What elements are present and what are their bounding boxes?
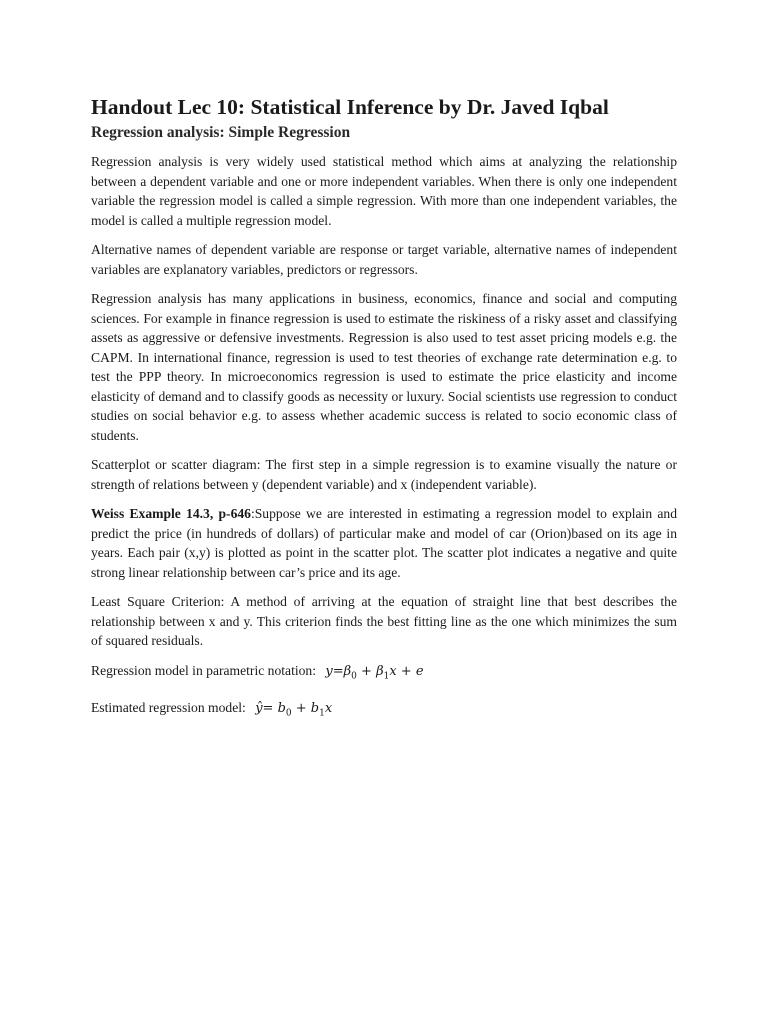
paragraph-scatterplot: Scatterplot or scatter diagram: The first step in a simple regression is to examine visually the nature or strength of relations between y (dependent variable) and x (independent variable). [91,457,677,492]
section-subtitle: Regression analysis: Simple Regression [91,124,351,141]
paragraph-least-squares: Least Square Criterion: A method of arriving at the equation of straight line that best describes the relationship between x and y. This criterion finds the best fitting line as the one which minimizes the sum of squared residuals. [91,594,677,648]
paragraph-weiss-example [91,504,677,582]
parametric-equation [325,663,424,682]
example-text: :Suppose we are interested in estimating a regression model to explain and predict the price (in hundreds of dollars) of particular make and model of car (Orion)based on its age in years. Each pair (x,y) is plotted as point in the scatter plot. The scatter plot indicates a negative and quite strong linear relationship between car’s price and its age. [91,506,677,580]
estimated-eq-lhs: ŷ= b [255,701,286,717]
paragraph-applications: Regression analysis has many applications in business, economics, finance and social and computing sciences. For example in finance regression is used to estimate the riskiness of a risky asset and classifying assets as aggressive or defensive investments. Regression is also used to test asset pricing models e.g. the CAPM. In international finance, regression is used to test theories of exchange rate determination e.g. to test the PPP theory. In microeconomics regression is used to estimate the price elasticity and income elasticity of demand and to classify goods as necessity or luxury. Social scientists use regression to conduct studies on social behavior e.g. to assess whether academic success is related to socio economic class of students. [91,291,677,443]
document-body [91,92,677,736]
paragraph-definition: Regression analysis is very widely used statistical method which aims at analyzing the relationship between a dependent variable and one or more independent variables. When there is only one independent variable the regression model is called a simple regression. With more than one independent variables, the model is called a multiple regression model. [91,154,677,228]
parametric-eq-lhs: y=β [325,663,352,679]
parametric-eq-sub1: 1 [383,671,390,682]
parametric-model-line [91,661,677,687]
estimated-eq-tail: x [324,701,333,717]
estimated-model-line [91,698,677,724]
estimated-eq-mid: + b [295,701,320,717]
paragraph-alternative-names: Alternative names of dependent variable are response or target variable, alternative names of independent variables are explanatory variables, predictors or regressors. [91,242,677,277]
example-label: Weiss Example 14.3, p-646 [91,506,251,521]
document-title: Handout Lec 10: Statistical Inference by Dr. Javed Iqbal [91,95,609,119]
parametric-eq-sub0: 0 [351,671,357,682]
estimated-eq-sub0: 0 [285,708,292,719]
estimated-equation [255,701,333,719]
parametric-eq-mid: + β [361,663,384,679]
estimated-eq-sub1: 1 [319,708,325,719]
estimated-model-label: Estimated regression model: [91,700,246,716]
parametric-eq-tail: x + e [389,663,424,679]
parametric-model-label: Regression model in parametric notation: [91,662,316,678]
